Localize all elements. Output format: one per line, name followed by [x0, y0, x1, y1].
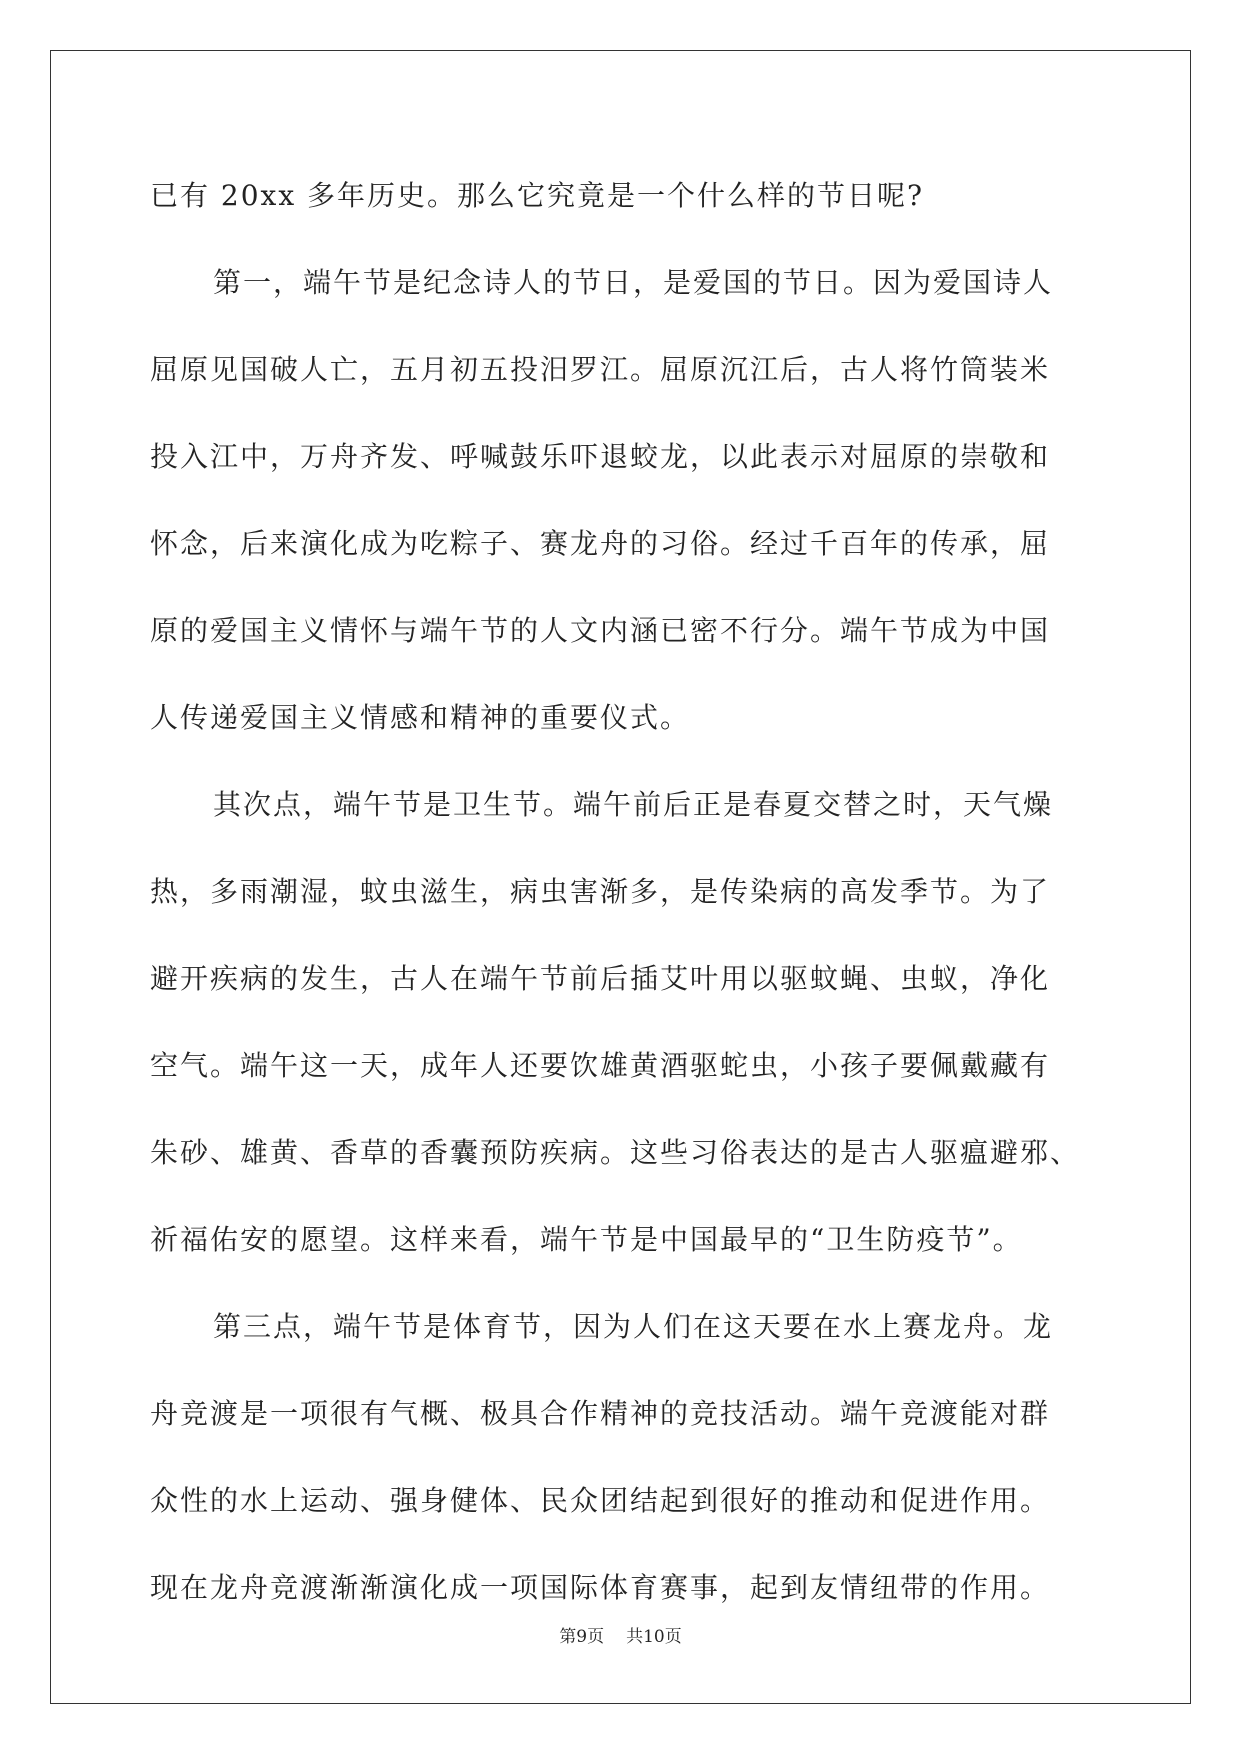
text-line: 原的爱国主义情怀与端午节的人文内涵已密不行分。端午节成为中国: [150, 614, 1051, 647]
page-total: 共10页: [626, 1627, 682, 1647]
text-line: 众性的水上运动、强身健体、民众团结起到很好的推动和促进作用。: [150, 1484, 1051, 1517]
text-line: 避开疾病的发生，古人在端午节前后插艾叶用以驱蚊蝇、虫蚁，净化: [150, 962, 1051, 995]
text-line: 第三点，端午节是体育节，因为人们在这天要在水上赛龙舟。龙: [213, 1310, 1054, 1343]
document-body: [150, 152, 1090, 1631]
text-line: 屈原见国破人亡，五月初五投汨罗江。屈原沉江后，古人将竹筒装米: [150, 353, 1051, 386]
text-line: 人传递爱国主义情感和精神的重要仪式。: [150, 701, 691, 734]
text-line: 朱砂、雄黄、香草的香囊预防疾病。这些习俗表达的是古人驱瘟避邪、: [150, 1136, 1081, 1169]
text-line: 热，多雨潮湿，蚊虫滋生，病虫害渐多，是传染病的高发季节。为了: [150, 875, 1051, 908]
text-line: 舟竞渡是一项很有气概、极具合作精神的竞技活动。端午竞渡能对群: [150, 1397, 1051, 1430]
text-line: 第一，端午节是纪念诗人的节日，是爱国的节日。因为爱国诗人: [213, 266, 1054, 299]
text-line: 怀念，后来演化成为吃粽子、赛龙舟的习俗。经过千百年的传承，屈: [150, 527, 1051, 560]
text-line: 祈福佑安的愿望。这样来看，端午节是中国最早的“卫生防疫节”。: [150, 1223, 1023, 1256]
text-line: 空气。端午这一天，成年人还要饮雄黄酒驱蛇虫，小孩子要佩戴藏有: [150, 1049, 1051, 1082]
page-number: 第9页: [559, 1627, 605, 1647]
text-line: 现在龙舟竞渡渐渐演化成一项国际体育赛事，起到友情纽带的作用。: [150, 1571, 1051, 1604]
text-line: 已有 20xx 多年历史。那么它究竟是一个什么样的节日呢?: [150, 179, 925, 212]
page-footer: [0, 1622, 1241, 1647]
text-line: 其次点，端午节是卫生节。端午前后正是春夏交替之时，天气燥: [213, 788, 1054, 821]
text-line: 投入江中，万舟齐发、呼喊鼓乐吓退蛟龙，以此表示对屈原的崇敬和: [150, 440, 1051, 473]
